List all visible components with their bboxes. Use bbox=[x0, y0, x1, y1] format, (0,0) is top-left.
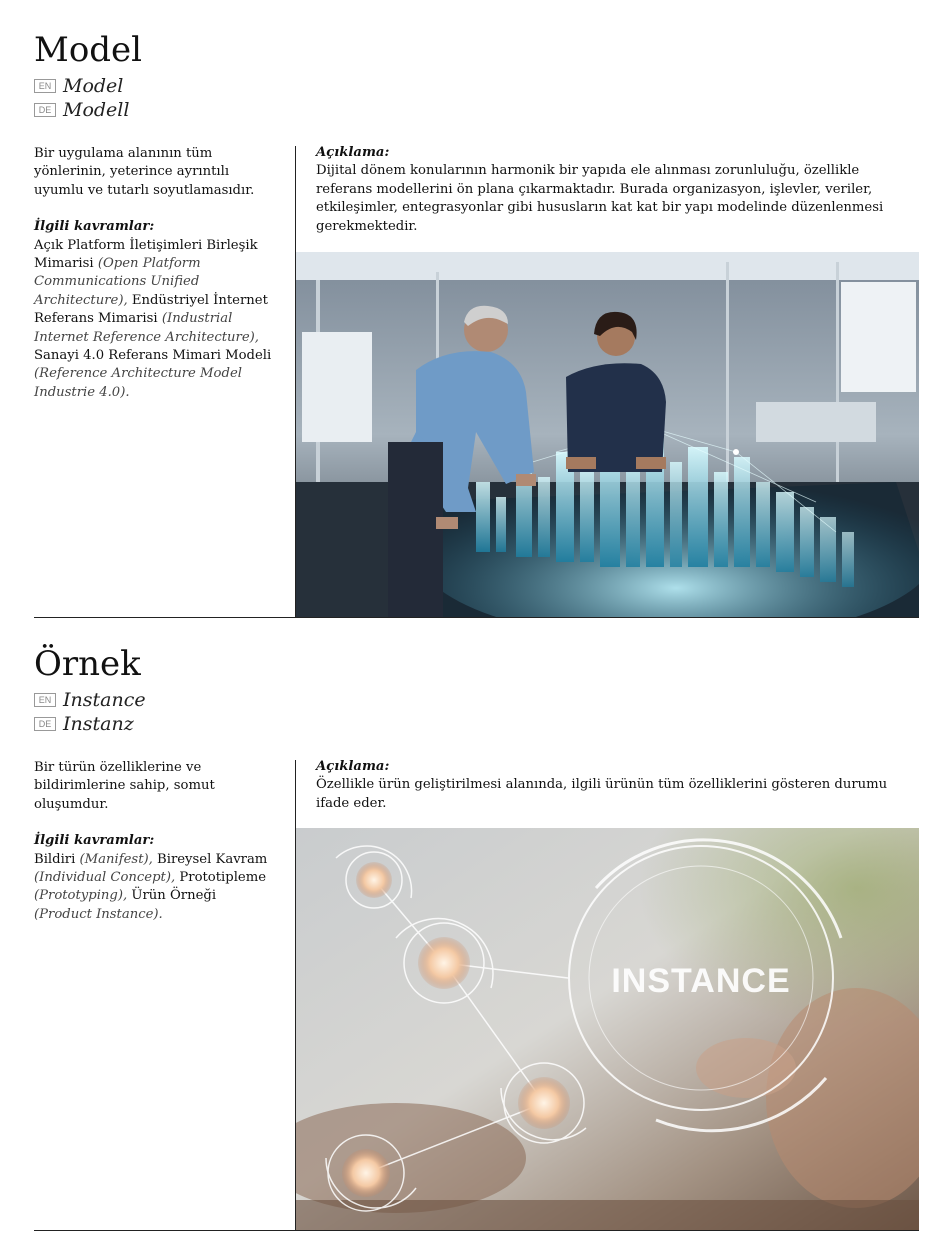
description-heading: Açıklama: bbox=[316, 145, 390, 160]
glossary-entry-model bbox=[0, 0, 938, 620]
related-term: Bireysel Kavram bbox=[157, 851, 268, 867]
translation-en bbox=[34, 74, 129, 98]
related-term-original: (Manifest), bbox=[79, 851, 153, 867]
left-column bbox=[34, 759, 272, 924]
related-term-original: (Industrial Internet Reference Architecture), bbox=[34, 311, 259, 345]
related-term: Prototipleme bbox=[179, 870, 267, 886]
definition-text: Bir türün özelliklerine ve bildirimlerine sahip, somut oluşumdur. bbox=[34, 760, 215, 812]
translation-de bbox=[34, 712, 146, 736]
entry-separator bbox=[34, 617, 919, 618]
translations bbox=[34, 688, 146, 736]
translation-term-en: Instance bbox=[63, 689, 146, 711]
translation-de bbox=[34, 98, 129, 122]
related-term: Endüstriyel İnternet Referans Mimarisi bbox=[34, 292, 268, 327]
instance-overlay-text: INSTANCE bbox=[611, 962, 791, 1000]
instance-photo bbox=[296, 828, 919, 1230]
related-term-original: (Individual Concept), bbox=[34, 870, 176, 886]
related-heading: İlgili kavramlar: bbox=[34, 219, 155, 235]
translation-term-de: Instanz bbox=[63, 713, 134, 735]
description-text: Dijital dönem konularının harmonik bir yapıda ele alınması zorunluluğu, özellikle referans modellerini ön plana çıkarmaktadır. Burada organizasyon, işlevler, veriler, etkileşimler, entegrasyonlar gibi hususların kat kat bir yapı modelinde düzenlenmesi gerekmektedir. bbox=[316, 163, 884, 234]
translation-term-de: Modell bbox=[63, 99, 130, 121]
right-column bbox=[316, 144, 918, 236]
entry-separator bbox=[34, 1230, 919, 1231]
lang-code-de: DE bbox=[34, 717, 56, 731]
lang-code-en: EN bbox=[34, 693, 56, 707]
model-photo bbox=[296, 252, 919, 617]
lang-code-en: EN bbox=[34, 79, 56, 93]
related-term-original: (Prototyping), bbox=[34, 888, 128, 904]
glossary-entry-ornek bbox=[0, 620, 938, 1248]
entry-title: Örnek bbox=[34, 644, 141, 684]
related-term: Bildiri bbox=[34, 851, 76, 867]
description-text: Özellikle ürün geliştirilmesi alanında, ilgili ürünün tüm özelliklerini gösteren durumu ifade eder. bbox=[316, 777, 888, 811]
related-terms bbox=[34, 851, 272, 925]
entry-title: Model bbox=[34, 30, 143, 70]
related-term: Açık Platform İletişimleri Birleşik Mimarisi bbox=[34, 237, 258, 272]
translation-term-en: Model bbox=[63, 75, 124, 97]
right-column bbox=[316, 758, 918, 813]
translation-en bbox=[34, 688, 146, 712]
left-column bbox=[34, 145, 272, 402]
related-term-original: (Open Platform Communications Unified Architecture), bbox=[34, 256, 201, 308]
related-terms bbox=[34, 237, 272, 403]
definition-text: Bir uygulama alanının tüm yönlerinin, yeterince ayrıntılı uyumlu ve tutarlı soyutlamasıdır. bbox=[34, 146, 255, 198]
related-heading: İlgili kavramlar: bbox=[34, 833, 155, 849]
translations bbox=[34, 74, 129, 122]
related-term-original: (Reference Architecture Model Industrie 4.0). bbox=[34, 366, 242, 400]
lang-code-de: DE bbox=[34, 103, 56, 117]
related-term-original: (Product Instance). bbox=[34, 906, 163, 922]
related-term: Sanayi 4.0 Referans Mimari Modeli bbox=[34, 348, 272, 364]
description-heading: Açıklama: bbox=[316, 759, 390, 774]
related-term: Ürün Örneği bbox=[131, 888, 217, 904]
